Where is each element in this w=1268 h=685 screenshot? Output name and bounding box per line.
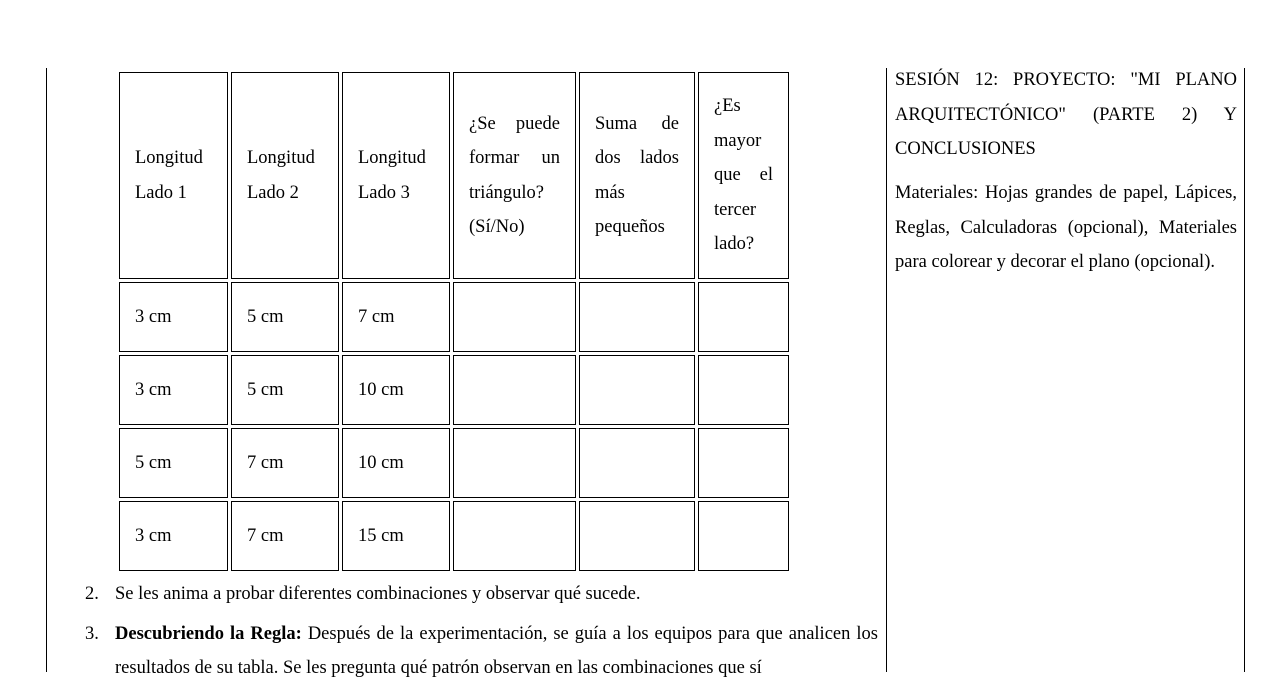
header-lado-1: Longitud Lado 1 — [119, 72, 228, 279]
table-cell — [453, 355, 576, 425]
list-item-text: Se les anima a probar diferentes combinaciones y observar qué sucede. — [115, 584, 641, 604]
header-forma-triangulo: ¿Se puede formar un triángulo? (Sí/No) — [453, 72, 576, 279]
list-item-2 — [78, 577, 878, 611]
triangle-table — [116, 69, 792, 574]
table-cell — [453, 428, 576, 498]
table-cell: 3 cm — [119, 501, 228, 571]
table-cell — [698, 428, 789, 498]
table-cell — [579, 501, 695, 571]
list-number: 2. — [85, 584, 99, 604]
table-row — [119, 501, 789, 571]
table-cell: 5 cm — [231, 355, 339, 425]
list-item-heading: Descubriendo la Regla: — [115, 624, 302, 644]
list-item-3 — [78, 617, 878, 685]
table-row — [119, 282, 789, 352]
session-title: SESIÓN 12: PROYECTO: "MI PLANO ARQUITECTÓNICO" (PARTE 2) Y CONCLUSIONES — [895, 70, 1237, 159]
table-cell: 10 cm — [342, 355, 450, 425]
table-cell: 5 cm — [119, 428, 228, 498]
list-number: 3. — [85, 624, 99, 644]
table-cell — [579, 282, 695, 352]
table-cell: 15 cm — [342, 501, 450, 571]
header-es-mayor: ¿Es mayor que el tercer lado? — [698, 72, 789, 279]
table-cell — [453, 282, 576, 352]
header-suma-lados: Suma de dos lados más pequeños — [579, 72, 695, 279]
table-cell — [698, 501, 789, 571]
table-row — [119, 428, 789, 498]
table-cell — [579, 428, 695, 498]
table-cell: 3 cm — [119, 355, 228, 425]
page-border-right — [1244, 68, 1245, 672]
table-cell: 7 cm — [231, 428, 339, 498]
table-cell: 7 cm — [342, 282, 450, 352]
table-cell: 3 cm — [119, 282, 228, 352]
table-cell: 10 cm — [342, 428, 450, 498]
table-cell — [579, 355, 695, 425]
table-cell — [698, 355, 789, 425]
header-lado-2: Longitud Lado 2 — [231, 72, 339, 279]
table-cell — [698, 282, 789, 352]
column-divider — [886, 68, 887, 672]
header-lado-3: Longitud Lado 3 — [342, 72, 450, 279]
materials-text: Materiales: Hojas grandes de papel, Lápices, Reglas, Calculadoras (opcional), Materiales para colorear y decorar el plano (opcional). — [895, 183, 1237, 272]
table-cell: 7 cm — [231, 501, 339, 571]
table-cell — [453, 501, 576, 571]
page-border-left — [46, 68, 47, 672]
list-item-text: Después de la experimentación, se guía a los equipos para que analicen los resultados de su tabla. Se les pregunta qué patrón observan en las combinaciones que sí — [115, 624, 878, 678]
table-header-row — [119, 72, 789, 279]
table-row — [119, 355, 789, 425]
table-cell: 5 cm — [231, 282, 339, 352]
